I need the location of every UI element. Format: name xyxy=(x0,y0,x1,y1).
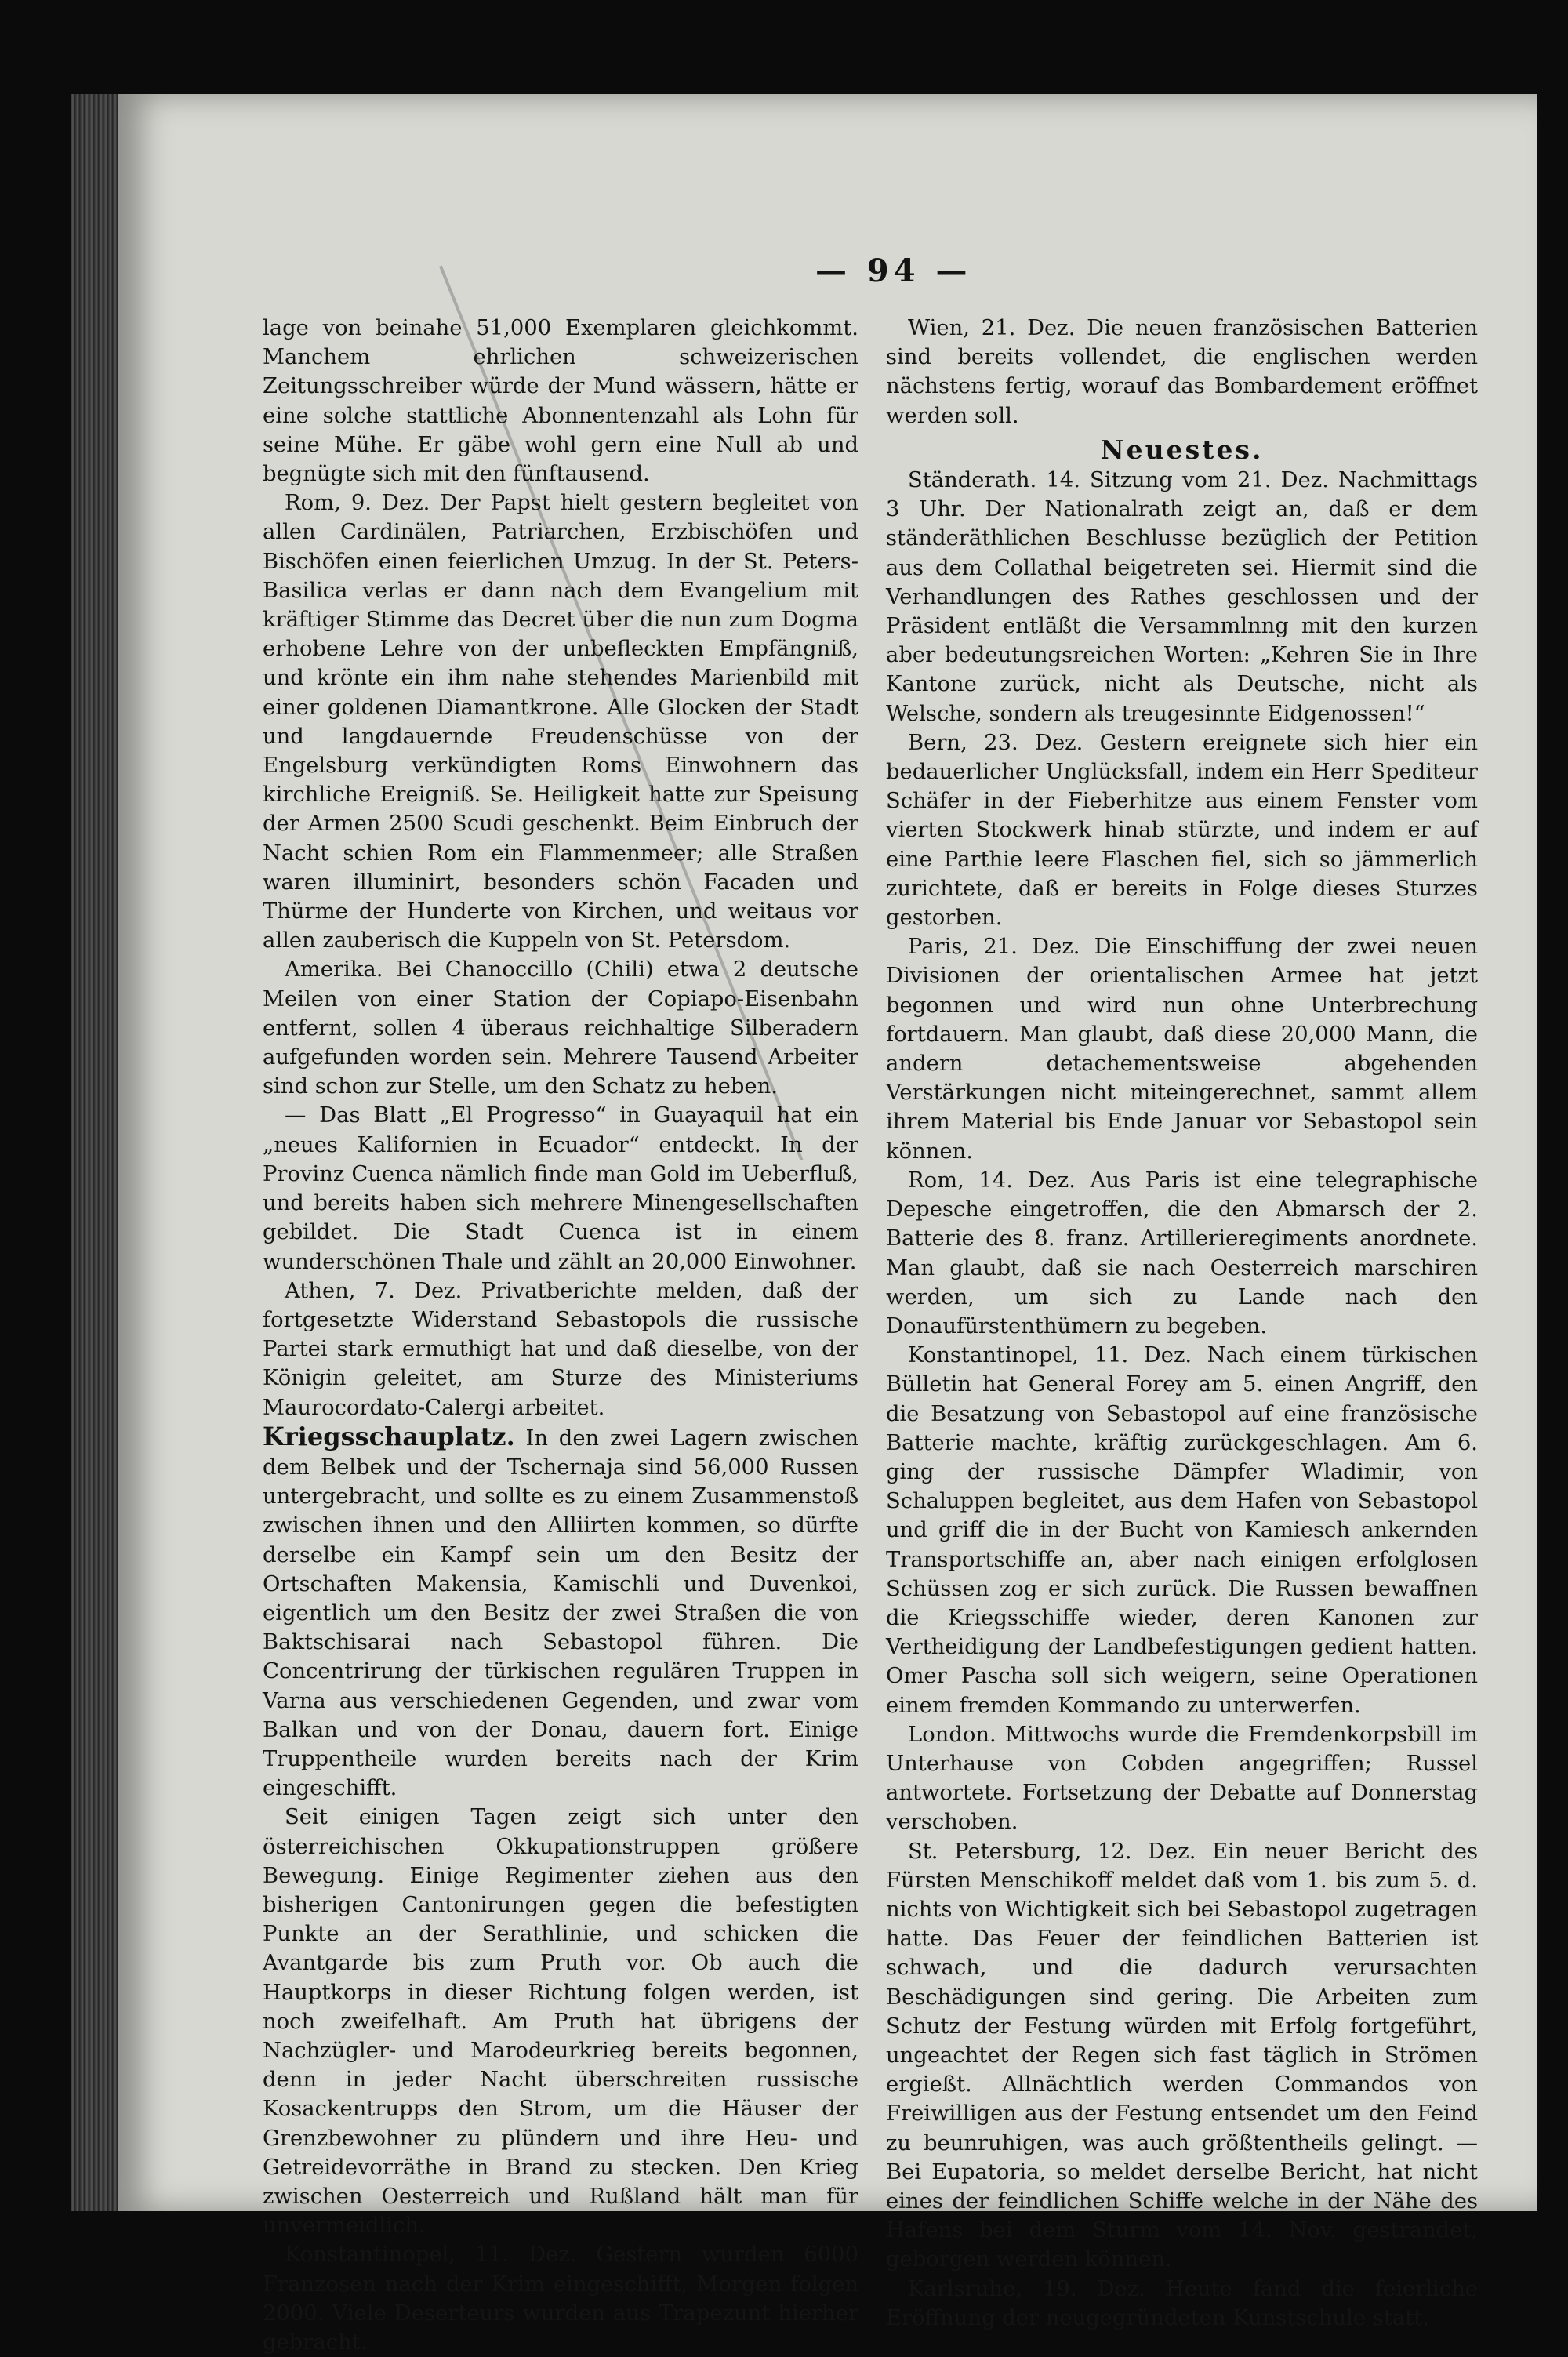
section-heading-neuestes: Neuestes. xyxy=(1100,434,1264,465)
article-kriegsschauplatz xyxy=(263,1422,858,1803)
article-karlsruhe: Karlsruhe, 19. Dez. Heute fand die feierliche Eröffnung der neugegründeten Kunstschule statt. xyxy=(886,2276,1478,2330)
article-paris: Paris, 21. Dez. Die Einschiffung der zwei neuen Divisionen der orientalischen Armee hat jetzt begonnen und wird nun ohne Unterbrechung fortdauern. Man glaubt, daß diese 20,000 Mann, die andern detachementsweise abgehenden Verstärkungen nicht miteingerechnet, sammt allem ihrem Material bis Ende Januar vor Sebastopol sein können. xyxy=(886,935,1478,1164)
article-konstantinopel: Konstantinopel, 11. Dez. Gestern wurden 6000 Franzosen nach der Krim eingeschifft, Morgen folgen 2000. Viele Deserteurs wurden aus Trapezunt hierher gebracht. xyxy=(263,2243,858,2355)
right-column xyxy=(886,314,1478,2333)
left-column xyxy=(263,314,858,2357)
article-bern: Bern, 23. Dez. Gestern ereignete sich hier ein bedauerlicher Unglücksfall, indem ein Herr Spediteur Schäfer in der Fieberhitze aus einem Fenster vom vierten Stockwerk hinab stürzte, und indem er auf eine Parthie leere Flaschen fiel, sich so jämmerlich zurichtete, daß er bereits in Folge dieses Sturzes gestorben. xyxy=(886,730,1478,931)
article-konstantinopel-buelletin: Konstantinopel, 11. Dez. Nach einem türkischen Bülletin hat General Forey am 5. einen Angriff, den die Besatzung von Sebastopol auf eine französische Batterie machte, kräftig zurückgeschlagen. Am 6. ging der russische Dämpfer Wladimir, von Schaluppen begleitet, aus dem Hafen von Sebastopol und griff die in der Bucht von Kamiesch ankernden Transportschiffe an, aber nach einigen erfolglosen Schüssen zog er sich zurück. Die Russen bewaffnen die Kriegsschiffe wieder, deren Kanonen zur Vertheidigung der Landbefestigungen gedient hatten. Omer Pascha soll sich weigern, seine Operationen einem fremden Kommando zu unterwerfen. xyxy=(886,1343,1478,1718)
article-el-progresso: — Das Blatt „El Progresso“ in Guayaquil hat ein „neues Kalifornien in Ecuador“ entdeckt. In der Provinz Cuenca nämlich finde man Gold im Ueberfluß, und bereits haben sich mehrere Minengesellschaften gebildet. Die Stadt Cuenca ist in einem wunderschönen Thale und zählt an 20,000 Einwohner. xyxy=(263,1103,858,1274)
section-heading-kriegsschauplatz: Kriegsschauplatz. xyxy=(263,1421,515,1451)
article-staenderath: Ständerath. 14. Sitzung vom 21. Dez. Nachmittags 3 Uhr. Der Nationalrath zeigt an, daß er dem ständeräthlichen Beschlusse bezüglich der Petition aus dem Collathal beigetreten sei. Hiermit sind die Verhandlungen des Rathes geschlossen und der Präsident entläßt die Versammlnng mit den kurzen aber bedeutungsreichen Worten: „Kehren Sie in Ihre Kantone zurück, nicht als Deutsche, nicht als Welsche, sondern als treugesinnte Eidgenossen!“ xyxy=(886,468,1478,726)
article-rom-telegraph: Rom, 14. Dez. Aus Paris ist eine telegraphische Depesche eingetroffen, die den Abmarsch der 2. Batterie des 8. franz. Artillerieregiments anordnete. Man glaubt, daß sie nach Oesterreich marschiren werden, um sich zu Lande nach den Donaufürstenthümern zu begeben. xyxy=(886,1168,1478,1338)
kriegsschauplatz-text: In den zwei Lagern zwischen dem Belbek und der Tschernaja sind 56,000 Russen untergebracht, und sollte es zu einem Zusammenstoß zwischen ihnen und den Alliirten kommen, so dürfte derselbe ein Kampf sein um den Besitz der Ortschaften Makensia, Kamischli und Duvenkoi, eigentlich um den Besitz der zwei Straßen die von Baktschisarai nach Sebastopol führen. Die Concentrirung der türkischen regulären Truppen in Varna aus verschiedenen Gegenden, und zwar vom Balkan und von der Donau, dauern fort. Einige Truppentheile wurden bereits nach der Krim eingeschifft. xyxy=(263,1425,858,1801)
article-okkupationstruppen: Seit einigen Tagen zeigt sich unter den österreichischen Okkupationstruppen größere Bewegung. Einige Regimenter ziehen aus den bisherigen Cantonirungen gegen die befestigten Punkte an der Serathlinie, und schicken die Avantgarde bis zum Pruth vor. Ob auch die Hauptkorps in dieser Richtung folgen werden, ist noch zweifelhaft. Am Pruth hat übrigens der Nachzügler- und Marodeurkrieg bereits begonnen, denn in jeder Nacht überschreiten russische Kosackentrupps den Strom, um die Häuser der Grenzbewohner zu plündern und ihre Heu- und Getreidevorräthe in Brand zu stecken. Den Krieg zwischen Oesterreich und Rußland hält man für unvermeidlich. xyxy=(263,1805,858,2239)
article-st-petersburg: St. Petersburg, 12. Dez. Ein neuer Bericht des Fürsten Menschikoff meldet daß vom 1. bis zum 5. d. nichts von Wichtigkeit sich bei Sebastopol zugetragen hatte. Das Feuer der feindlichen Batterien ist schwach, und die dadurch verursachten Beschädigungen sind gering. Die Arbeiten zum Schutz der Festung würden mit Erfolg fortgeführt, ungeachtet der Regen sich fast täglich in Strömen ergießt. Allnächtlich werden Commandos von Freiwilligen aus der Festung entsendet um den Feind zu beunruhigen, was auch größtentheils gelingt. — Bei Eupatoria, so meldet derselbe Bericht, hat nicht eines der feindlichen Schiffe welche in der Nähe des Hafens bei dem Sturm vom 14. Nov. gestrandet, geborgen werden können. xyxy=(886,1839,1478,2272)
article-rom: Rom, 9. Dez. Der Papst hielt gestern begleitet von allen Cardinälen, Patriarchen, Erzbischöfen und Bischöfen einen feierlichen Umzug. In der St. Peters-Basilica verlas er dann nach dem Evangelium mit kräftiger Stimme das Decret über die nun zum Dogma erhobene Lehre von der unbefleckten Empfängniß, und krönte ein ihm nahe stehendes Marienbild mit einer goldenen Diamantkrone. Alle Glocken der Stadt und langdauernde Freudenschüsse von der Engelsburg verkündigten Roms Einwohnern das kirchliche Ereigniß. Se. Heiligkeit hatte zur Speisung der Armen 2500 Scudi geschenkt. Beim Einbruch der Nacht schien Rom ein Flammenmeer; alle Straßen waren illuminirt, besonders schön Facaden und Thürme der Hunderte von Kirchen, und weitaus vor allen zauberisch die Kuppeln von St. Petersdom. xyxy=(263,491,858,953)
page-number: — 94 — xyxy=(815,252,972,289)
article-paragraph: lage von beinahe 51,000 Exemplaren gleichkommt. Manchem ehrlichen schweizerischen Zeitungsschreiber würde der Mund wässern, hätte er eine solche stattliche Abonnentenzahl als Lohn für seine Mühe. Er gäbe wohl gern eine Null ab und begnügte sich mit den fünftausend. xyxy=(263,316,858,487)
article-athen: Athen, 7. Dez. Privatberichte melden, daß der fortgesetzte Widerstand Sebastopols die russische Partei stark ermuthigt hat und daß dieselbe, von der Königin geleitet, am Sturze des Ministeriums Maurocordato-Calergi arbeitet. xyxy=(263,1278,858,1420)
article-wien: Wien, 21. Dez. Die neuen französischen Batterien sind bereits vollendet, die englischen werden nächstens fertig, worauf das Bombardement eröffnet werden soll. xyxy=(886,316,1478,428)
article-amerika: Amerika. Bei Chanoccillo (Chili) etwa 2 deutsche Meilen von einer Station der Copiapo-Eisenbahn entfernt, sollen 4 überaus reichhaltige Silberadern aufgefunden worden sein. Mehrere Tausend Arbeiter sind schon zur Stelle, um den Schatz zu heben. xyxy=(263,957,858,1099)
article-london: London. Mittwochs wurde die Fremdenkorpsbill im Unterhause von Cobden angegriffen; Russel antwortete. Fortsetzung der Debatte auf Donnerstag verschoben. xyxy=(886,1722,1478,1835)
